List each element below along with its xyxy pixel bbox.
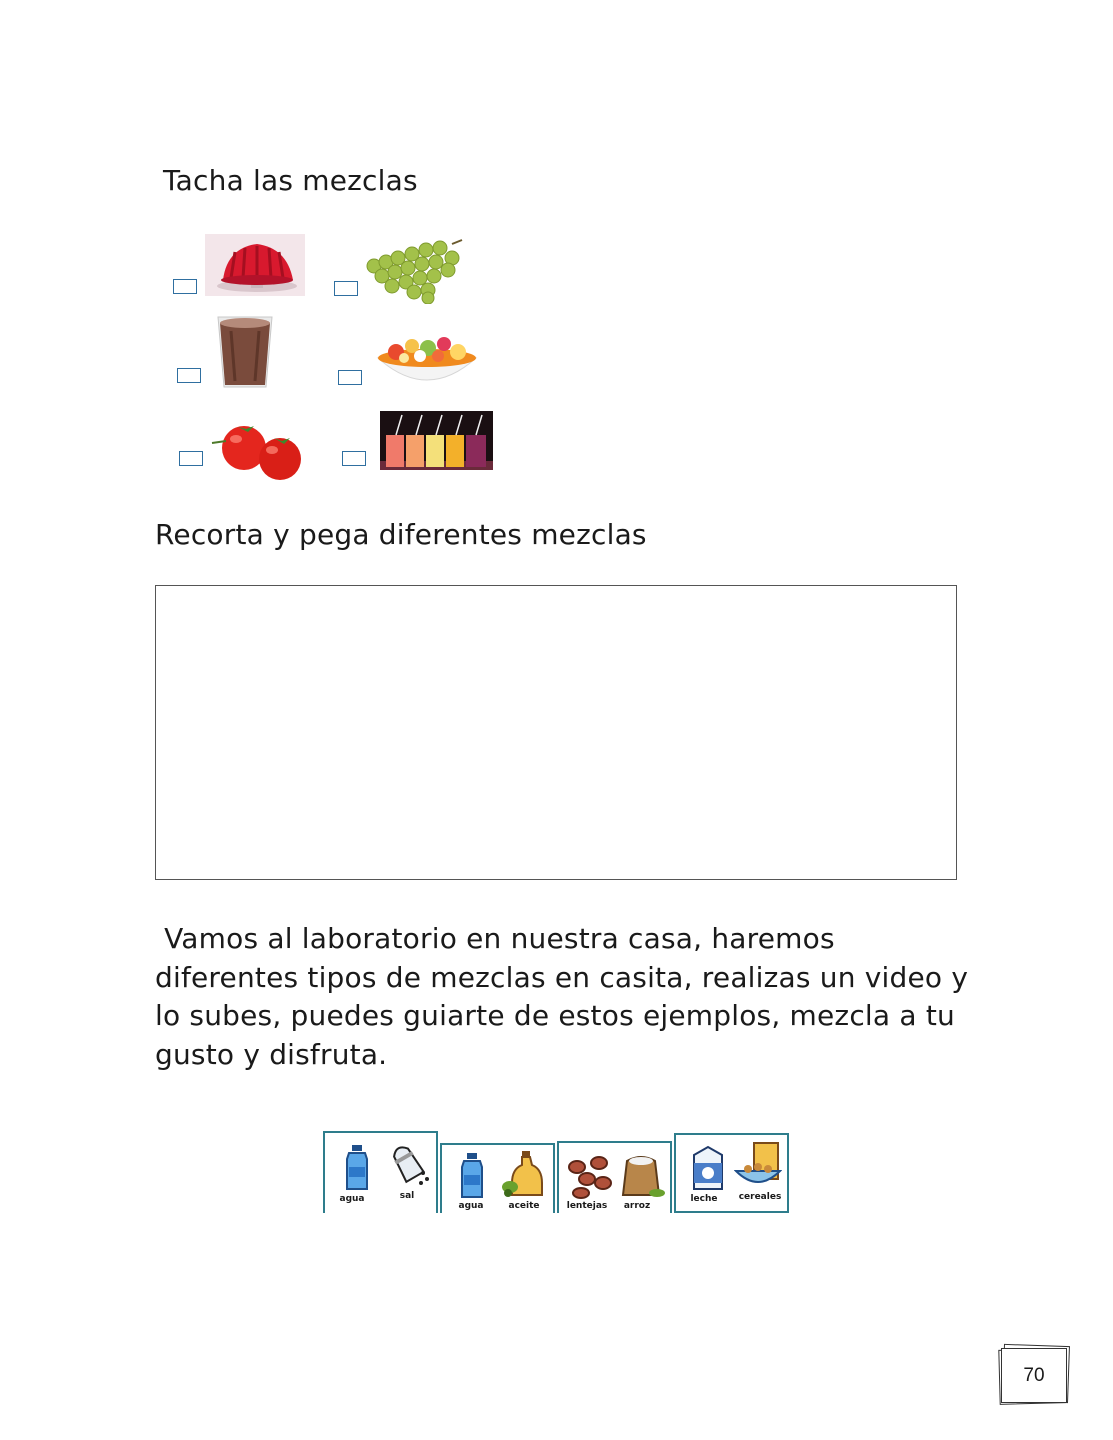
section-title-tacha: Tacha las mezclas	[163, 164, 418, 197]
instructions-paragraph: Vamos al laboratorio en nuestra casa, haremos diferentes tipos de mezclas en casita, realizas un video y lo subes, puedes guiarte de estos ejemplos, mezcla a tu gusto y disfruta.	[155, 922, 978, 1071]
tomatoes-icon	[210, 423, 306, 481]
juices-icon	[380, 411, 493, 470]
section-title-recorta: Recorta y pega diferentes mezclas	[155, 518, 647, 551]
water-bottle-icon	[333, 1143, 381, 1191]
example-label-b: cereales	[738, 1192, 782, 1202]
jelly-icon	[205, 234, 305, 296]
fruit-salad-icon	[372, 324, 482, 390]
checkbox-tomates[interactable]	[179, 451, 203, 466]
example-card-leche-cereales	[674, 1133, 789, 1213]
paste-area-box	[155, 585, 957, 880]
cereal-icon	[734, 1141, 782, 1189]
oil-bottle-icon	[500, 1149, 548, 1197]
example-label-a: lentejas	[566, 1201, 608, 1211]
example-label-a: leche	[690, 1194, 718, 1204]
grapes-icon	[362, 236, 466, 304]
chocolate-milk-icon	[215, 311, 275, 391]
checkbox-gelatina[interactable]	[173, 279, 197, 294]
water-bottle-icon	[448, 1151, 496, 1199]
checkbox-ensalada[interactable]	[338, 370, 362, 385]
lentils-icon	[565, 1151, 613, 1199]
checkbox-chocolate[interactable]	[177, 368, 201, 383]
checkbox-jugos[interactable]	[342, 451, 366, 466]
example-label-b: arroz	[623, 1201, 651, 1211]
page-number-box	[999, 1347, 1069, 1404]
rice-sack-icon	[617, 1151, 665, 1199]
example-card-agua-aceite	[440, 1143, 555, 1213]
milk-carton-icon	[684, 1143, 732, 1191]
salt-shaker-icon	[383, 1139, 431, 1187]
example-label-b: aceite	[508, 1201, 540, 1211]
page-number: 70	[1023, 1365, 1045, 1386]
example-card-lentejas-arroz	[557, 1141, 672, 1213]
example-card-agua-sal	[323, 1131, 438, 1213]
example-label-a: agua	[339, 1194, 365, 1204]
checkbox-uvas[interactable]	[334, 281, 358, 296]
example-label-a: agua	[458, 1201, 484, 1211]
example-label-b: sal	[399, 1191, 415, 1201]
